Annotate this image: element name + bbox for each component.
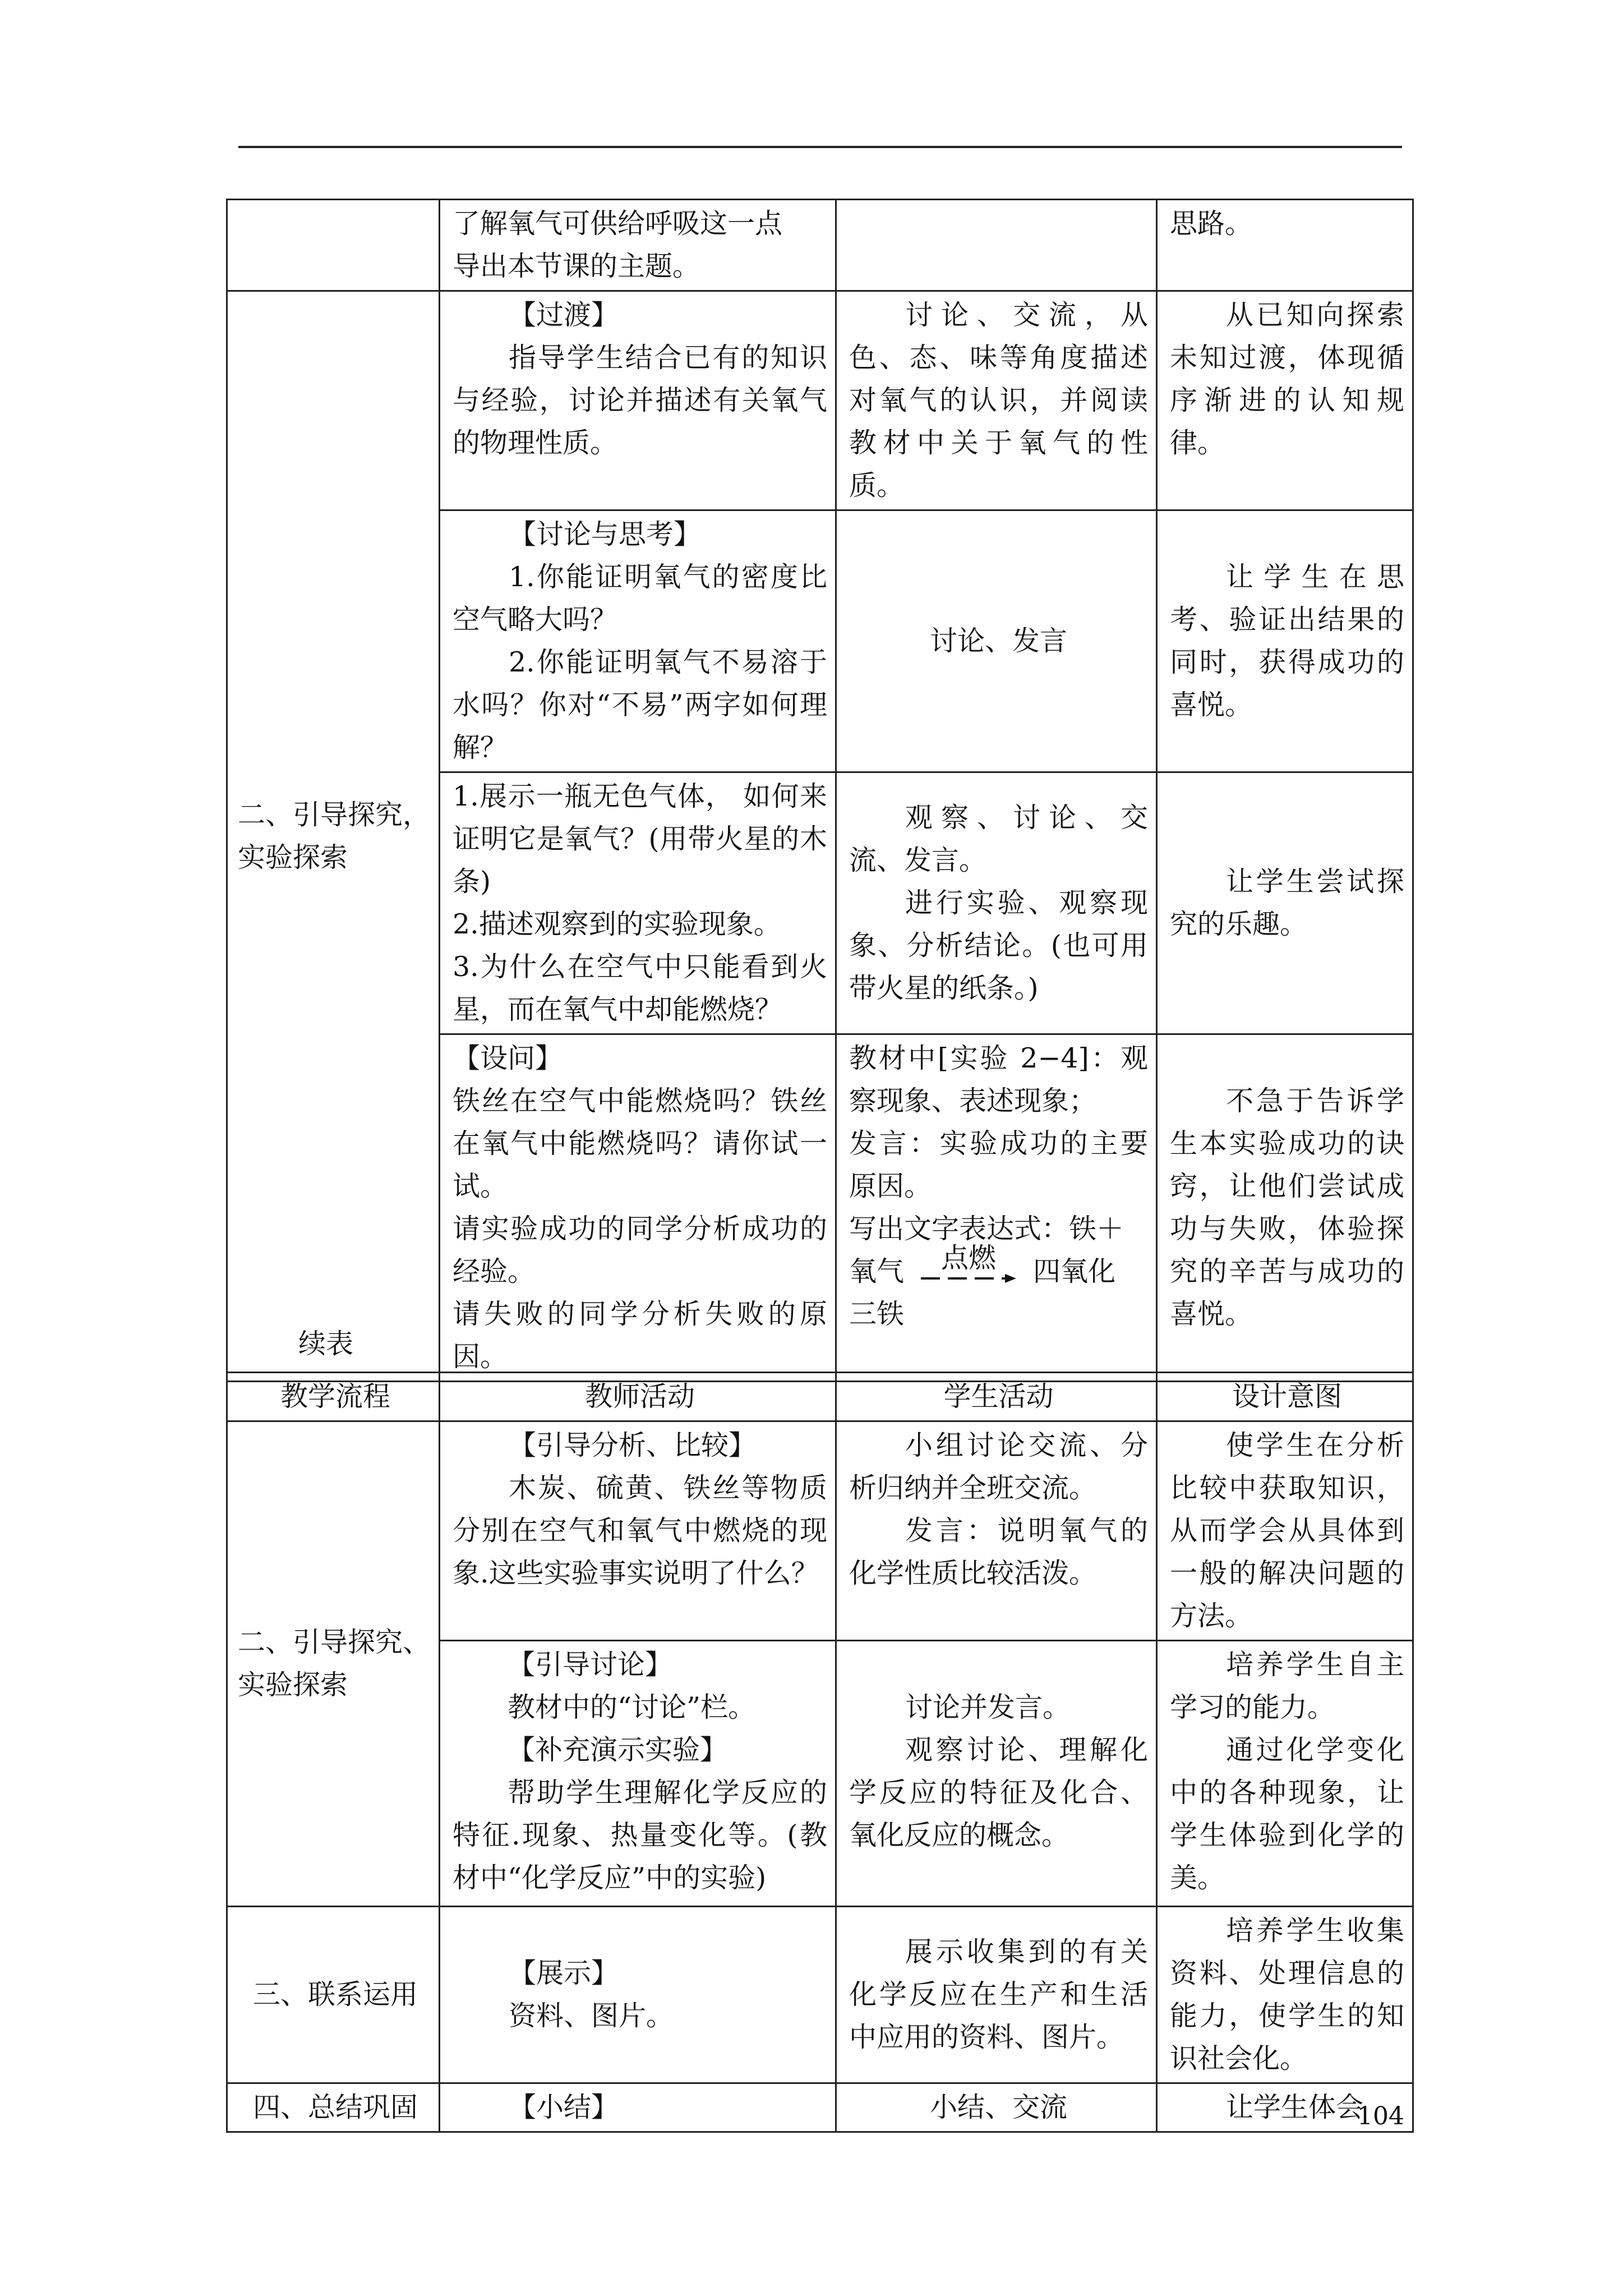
student-activity-cell: 教材中[实验 2−4]：观察现象、表述现象； 发言：实验成功的主要原因。 写出文字表达式：铁＋ 氧气 点燃 四氧化 三铁 xyxy=(836,1034,1157,1382)
word-equation: 氧气 点燃 四氧化 xyxy=(849,1242,1116,1287)
page-number: 104 xyxy=(1357,2102,1404,2131)
stage-cell: 三、联系运用 xyxy=(227,1907,440,2083)
teacher-activity-cell: 【引导分析、比较】 木炭、硫黄、铁丝等物质分别在空气和氧气中燃烧的现象.这些实验事实说明了什么？ xyxy=(440,1421,836,1641)
design-intent-cell: 不急于告诉学生本实验成功的诀窍，让他们尝试成功与失败，体验探究的辛苦与成功的喜悦。 xyxy=(1157,1034,1413,1382)
arrow-icon xyxy=(921,1273,1016,1284)
student-activity-cell: 观察、讨论、交流、发言。 进行实验、观察现象、分析结论。(也可用带火星的纸条。) xyxy=(836,772,1157,1034)
teacher-activity-cell: 【引导讨论】 教材中的“讨论”栏。 【补充演示实验】 帮助学生理解化学反应的特征.现象、热量变化等。(教材中“化学反应”中的实验) xyxy=(440,1641,836,1907)
design-intent-cell: 让学生在思考、验证出结果的同时，获得成功的喜悦。 xyxy=(1157,510,1413,772)
design-intent-cell: 培养学生自主学习的能力。 通过化学变化中的各种现象，让学生体验到化学的美。 xyxy=(1157,1641,1413,1907)
teacher-activity-cell: 【小结】 xyxy=(440,2083,836,2132)
table-row xyxy=(227,1907,1413,2083)
teacher-activity-cell: 了解氧气可供给呼吸这一点 导出本节课的主题。 xyxy=(440,200,836,291)
stage-cell: 二、引导探究、 实验探索 xyxy=(227,1421,440,1907)
stage-cell: 二、引导探究， 实验探索 xyxy=(227,291,440,1382)
empty-cell xyxy=(227,200,440,291)
empty-cell xyxy=(836,200,1157,291)
teacher-activity-cell: 【讨论与思考】 1.你能证明氧气的密度比空气略大吗？ 2.你能证明氧气不易溶于水吗？你对“不易”两字如何理解？ xyxy=(440,510,836,772)
design-intent-cell: 思路。 xyxy=(1157,200,1413,291)
lesson-table-continued xyxy=(226,199,1414,1382)
column-header: 教师活动 xyxy=(440,1373,836,1421)
design-intent-cell: 让学生尝试探究的乐趣。 xyxy=(1157,772,1413,1034)
column-header: 教学流程 xyxy=(227,1373,440,1421)
student-activity-cell: 讨论并发言。 观察讨论、理解化学反应的特征及化合、氧化反应的概念。 xyxy=(836,1641,1157,1907)
column-header: 设计意图 xyxy=(1157,1373,1413,1421)
table-row xyxy=(227,1421,1413,1641)
student-activity-cell: 小组讨论交流、分析归纳并全班交流。 发言：说明氧气的化学性质比较活泼。 xyxy=(836,1421,1157,1641)
table-row xyxy=(227,200,1413,291)
design-intent-cell: 让学生体会 xyxy=(1157,2083,1413,2132)
stage-cell: 四、总结巩固 xyxy=(227,2083,440,2132)
continued-label: 续表 xyxy=(298,1328,354,1360)
student-activity-cell: 讨论、交流，从色、态、味等角度描述对氧气的认识，并阅读教材中关于氧气的性质。 xyxy=(836,291,1157,510)
header-rule xyxy=(238,146,1402,148)
design-intent-cell: 从已知向探索未知过渡，体现循序渐进的认知规律。 xyxy=(1157,291,1413,510)
student-activity-cell: 小结、交流 xyxy=(836,2083,1157,2132)
table-header-row xyxy=(227,1373,1413,1421)
design-intent-cell: 使学生在分析比较中获取知识，从而学会从具体到一般的解决问题的方法。 xyxy=(1157,1421,1413,1641)
reaction-arrow: 点燃 xyxy=(921,1244,1016,1284)
student-activity-cell: 讨论、发言 xyxy=(836,510,1157,772)
column-header: 学生活动 xyxy=(836,1373,1157,1421)
lesson-table xyxy=(226,1372,1414,2133)
design-intent-cell: 培养学生收集资料、处理信息的能力，使学生的知识社会化。 xyxy=(1157,1907,1413,2083)
table-row xyxy=(227,2083,1413,2132)
student-activity-cell: 展示收集到的有关化学反应在生产和生活中应用的资料、图片。 xyxy=(836,1907,1157,2083)
teacher-activity-cell: 1.展示一瓶无色气体， 如何来证明它是氧气？(用带火星的木条) 2.描述观察到的实验现象。 3.为什么在空气中只能看到火星，而在氧气中却能燃烧？ xyxy=(440,772,836,1034)
teacher-activity-cell: 【展示】 资料、图片。 xyxy=(440,1907,836,2083)
teacher-activity-cell: 【过渡】 指导学生结合已有的知识与经验，讨论并描述有关氧气的物理性质。 xyxy=(440,291,836,510)
teacher-activity-cell: 【设问】 铁丝在空气中能燃烧吗？铁丝在氧气中能燃烧吗？请你试一试。 请实验成功的同学分析成功的经验。 请失败的同学分析失败的原因。 xyxy=(440,1034,836,1382)
table-row xyxy=(227,291,1413,510)
